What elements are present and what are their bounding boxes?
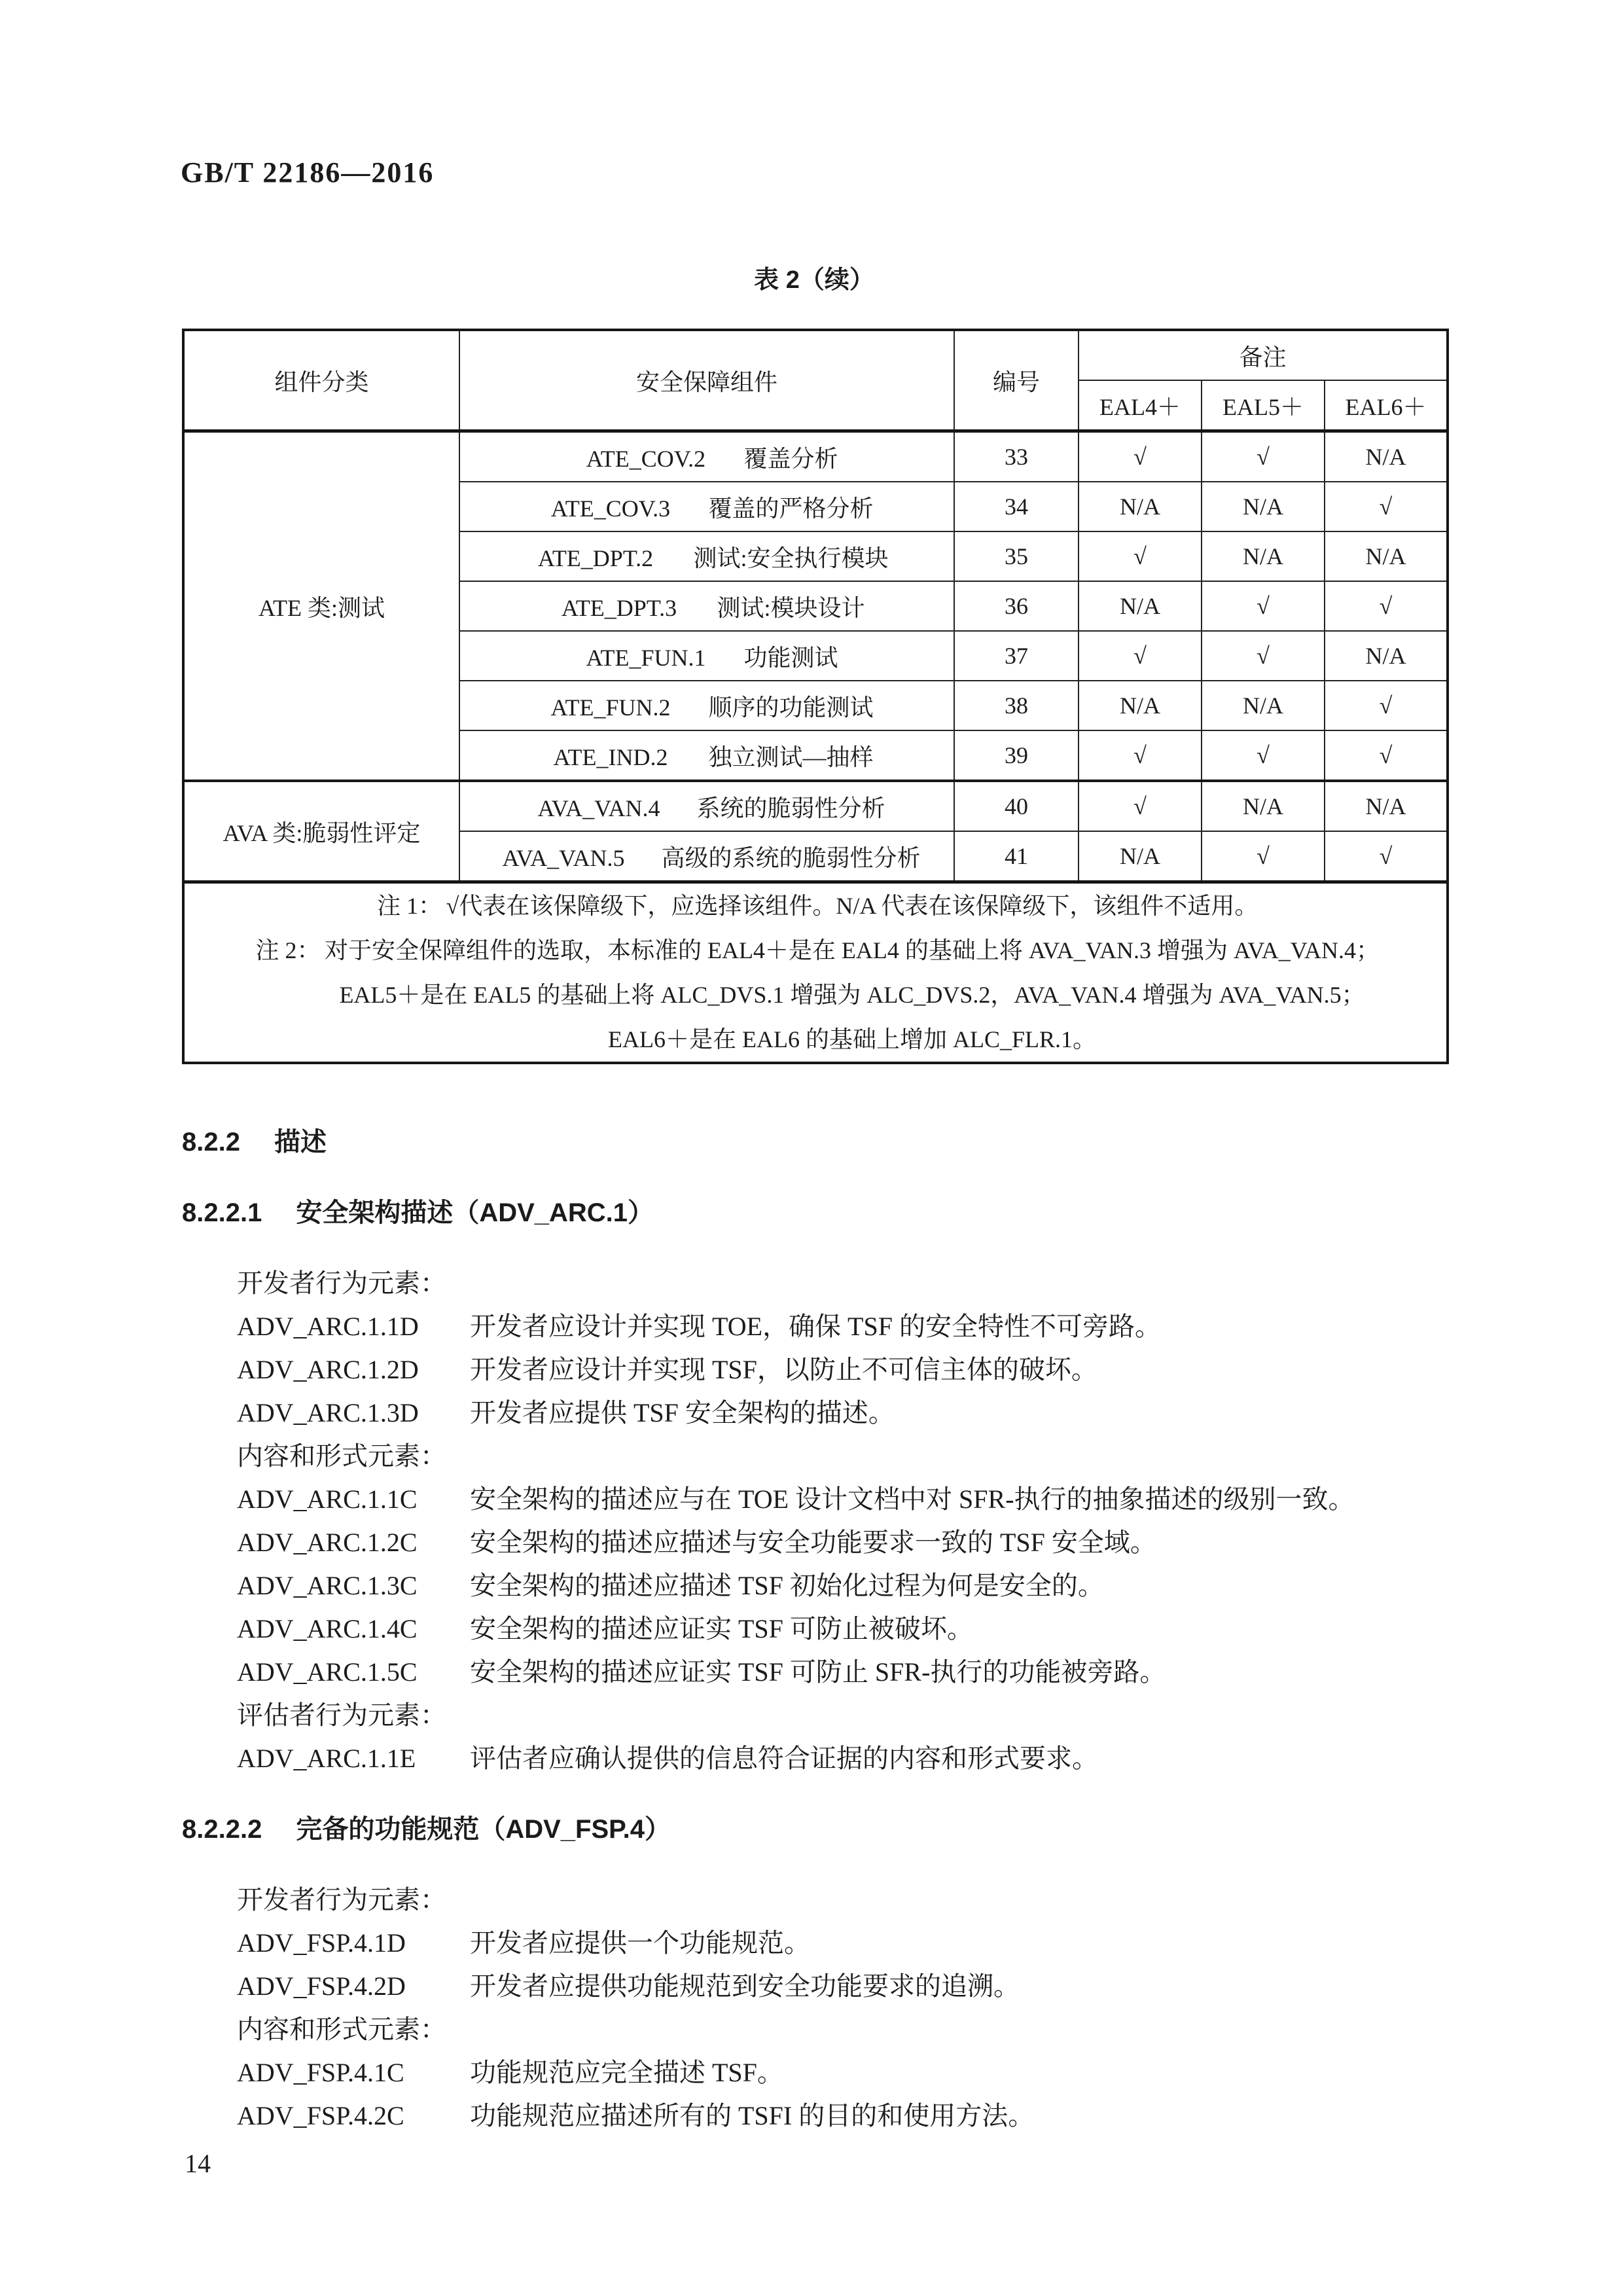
- eal5-cell: N/A: [1202, 482, 1325, 531]
- element-line: [182, 1305, 1458, 1348]
- note-2-line3: EAL6＋是在 EAL6 的基础上增加 ALC_FLR.1。: [608, 1026, 1096, 1052]
- element-text: 开发者应提供一个功能规范。: [470, 1928, 810, 1958]
- element-text: 开发者应提供 TSF 安全架构的描述。: [470, 1398, 895, 1427]
- category-cell-ate: ATE 类:测试: [183, 431, 459, 781]
- header-eal5: EAL5＋: [1202, 380, 1325, 431]
- eal6-cell: √: [1325, 730, 1448, 781]
- label-line: 评估者行为元素：: [237, 1700, 446, 1730]
- table-row: [183, 781, 1448, 831]
- number-cell: 39: [954, 730, 1079, 781]
- element-line: [182, 1922, 1458, 1965]
- number-cell: 40: [954, 781, 1079, 831]
- component-label: 系统的脆弱性分析: [696, 795, 885, 821]
- table-header-row-1: [183, 330, 1448, 380]
- heading-number: 8.2.2.1: [182, 1198, 262, 1227]
- element-text: 安全架构的描述应证实 TSF 可防止被破坏。: [470, 1614, 973, 1643]
- element-text: 安全架构的描述应描述 TSF 初始化过程为何是安全的。: [470, 1571, 1104, 1600]
- eal4-cell: √: [1079, 431, 1202, 482]
- body-text: [182, 1121, 1458, 2138]
- table-caption-text: 表 2（续）: [754, 266, 874, 294]
- component-code: ATE_FUN.2: [550, 694, 671, 721]
- element-code: ADV_ARC.1.3D: [237, 1398, 419, 1427]
- note-2-line2: EAL5＋是在 EAL5 的基础上将 ALC_DVS.1 增强为 ALC_DVS.2，AVA_VAN.4 增强为 AVA_VAN.5；: [339, 982, 1365, 1008]
- element-line: [182, 2051, 1458, 2094]
- eal6-cell: N/A: [1325, 781, 1448, 831]
- component-label: 功能测试: [743, 644, 838, 671]
- component-label: 覆盖分析: [743, 445, 838, 472]
- eal6-cell: √: [1325, 581, 1448, 631]
- header-remark: 备注: [1079, 330, 1448, 380]
- element-line: [182, 1651, 1458, 1694]
- element-text: 安全架构的描述应与在 TOE 设计文档中对 SFR-执行的抽象描述的级别一致。: [470, 1484, 1355, 1514]
- component-cell: [459, 681, 954, 730]
- element-code: ADV_ARC.1.2C: [237, 1528, 418, 1557]
- component-cell: [459, 431, 954, 482]
- component-cell: [459, 781, 954, 831]
- element-line: [182, 1737, 1458, 1780]
- heading-8-2-2-1: [182, 1191, 1458, 1234]
- eal4-cell: √: [1079, 730, 1202, 781]
- element-code: ADV_FSP.4.2C: [237, 2101, 404, 2130]
- element-text: 安全架构的描述应描述与安全功能要求一致的 TSF 安全域。: [470, 1528, 1156, 1557]
- table-notes-cell: [183, 882, 1448, 1064]
- eal4-cell: N/A: [1079, 831, 1202, 882]
- label-line: 开发者行为元素：: [237, 1885, 446, 1914]
- eal6-cell: √: [1325, 482, 1448, 531]
- heading-title: 安全架构描述（ADV_ARC.1）: [296, 1198, 654, 1227]
- element-text: 安全架构的描述应证实 TSF 可防止 SFR-执行的功能被旁路。: [470, 1657, 1166, 1687]
- eal6-cell: N/A: [1325, 531, 1448, 581]
- element-text: 开发者应提供功能规范到安全功能要求的追溯。: [470, 1971, 1020, 2001]
- element-line: [182, 1521, 1458, 1564]
- assurance-components-table: [182, 329, 1449, 1064]
- eal5-cell: √: [1202, 431, 1325, 482]
- component-label: 测试:模块设计: [717, 594, 865, 621]
- component-label: 覆盖的严格分析: [708, 495, 874, 522]
- eal5-cell: √: [1202, 730, 1325, 781]
- component-code: ATE_IND.2: [553, 744, 668, 770]
- note-1: [185, 884, 1446, 928]
- eal6-cell: N/A: [1325, 431, 1448, 482]
- note-2-label: 注 2：: [255, 937, 321, 963]
- number-cell: 34: [954, 482, 1079, 531]
- component-code: ATE_FUN.1: [586, 644, 706, 671]
- component-cell: [459, 730, 954, 781]
- eal6-cell: √: [1325, 681, 1448, 730]
- eal4-cell: N/A: [1079, 681, 1202, 730]
- component-cell: [459, 482, 954, 531]
- note-2-line1: 对于安全保障组件的选取，本标准的 EAL4＋是在 EAL4 的基础上将 AVA_VAN.3 增强为 AVA_VAN.4；: [324, 937, 1380, 963]
- element-line: [182, 1607, 1458, 1651]
- label-line: 内容和形式元素：: [237, 2015, 446, 2044]
- component-label: 高级的系统的脆弱性分析: [661, 844, 921, 871]
- table-caption: [182, 259, 1446, 295]
- note-1-label: 注 1：: [377, 893, 442, 919]
- heading-8-2-2-2: [182, 1808, 1458, 1851]
- component-label: 测试:安全执行模块: [693, 545, 889, 571]
- eal6-cell: √: [1325, 831, 1448, 882]
- element-text: 开发者应设计并实现 TSF，以防止不可信主体的破坏。: [470, 1355, 1097, 1384]
- element-line: [182, 2094, 1458, 2138]
- element-code: ADV_ARC.1.2D: [237, 1355, 419, 1384]
- note-2: [185, 928, 1446, 973]
- element-line: [182, 1391, 1458, 1435]
- eal5-cell: √: [1202, 581, 1325, 631]
- heading-8-2-2: [182, 1121, 1458, 1164]
- element-code: ADV_ARC.1.1E: [237, 1744, 416, 1773]
- header-number: 编号: [954, 330, 1079, 431]
- heading-number: 8.2.2: [182, 1128, 240, 1157]
- eal5-cell: √: [1202, 831, 1325, 882]
- page-number: 14: [185, 2149, 211, 2178]
- element-code: ADV_FSP.4.1D: [237, 1928, 406, 1958]
- label-line: 内容和形式元素：: [237, 1441, 446, 1471]
- component-code: AVA_VAN.4: [537, 795, 660, 821]
- element-code: ADV_ARC.1.1D: [237, 1312, 419, 1341]
- number-cell: 35: [954, 531, 1079, 581]
- element-code: ADV_ARC.1.1C: [237, 1484, 418, 1514]
- category-cell-ava: AVA 类:脆弱性评定: [183, 781, 459, 882]
- element-line: [182, 1564, 1458, 1607]
- number-cell: 37: [954, 631, 1079, 681]
- header-eal4: EAL4＋: [1079, 380, 1202, 431]
- element-code: ADV_ARC.1.3C: [237, 1571, 418, 1600]
- eal4-cell: N/A: [1079, 581, 1202, 631]
- eal5-cell: N/A: [1202, 531, 1325, 581]
- number-cell: 36: [954, 581, 1079, 631]
- eal4-cell: √: [1079, 631, 1202, 681]
- component-code: ATE_COV.2: [586, 445, 706, 472]
- element-code: ADV_FSP.4.1C: [237, 2058, 404, 2087]
- component-code: ATE_COV.3: [550, 495, 671, 522]
- element-text: 开发者应设计并实现 TOE，确保 TSF 的安全特性不可旁路。: [470, 1312, 1161, 1341]
- component-label: 顺序的功能测试: [708, 694, 874, 721]
- number-cell: 33: [954, 431, 1079, 482]
- doc-number: GB/T 22186—2016: [181, 156, 435, 188]
- component-label: 独立测试—抽样: [708, 744, 874, 770]
- eal6-cell: N/A: [1325, 631, 1448, 681]
- eal4-cell: √: [1079, 781, 1202, 831]
- header-assurance-component: 安全保障组件: [459, 330, 954, 431]
- number-cell: 41: [954, 831, 1079, 882]
- header-component-category: 组件分类: [183, 330, 459, 431]
- element-line: [182, 1348, 1458, 1391]
- element-code: ADV_ARC.1.4C: [237, 1614, 418, 1643]
- element-line: [182, 1965, 1458, 2008]
- table-row: [183, 431, 1448, 482]
- component-code: ATE_DPT.3: [561, 594, 677, 621]
- header-eal6: EAL6＋: [1325, 380, 1448, 431]
- component-code: AVA_VAN.5: [502, 844, 625, 871]
- label-line: 开发者行为元素：: [237, 1268, 446, 1298]
- heading-title: 完备的功能规范（ADV_FSP.4）: [296, 1815, 671, 1844]
- component-cell: [459, 581, 954, 631]
- note-1-text: √代表在该保障级下，应选择该组件。N/A 代表在该保障级下，该组件不适用。: [446, 893, 1258, 919]
- element-text: 功能规范应完全描述 TSF。: [470, 2058, 783, 2087]
- number-cell: 38: [954, 681, 1079, 730]
- element-line: [182, 1478, 1458, 1521]
- heading-number: 8.2.2.2: [182, 1815, 262, 1844]
- element-text: 评估者应确认提供的信息符合证据的内容和形式要求。: [470, 1744, 1098, 1773]
- eal4-cell: √: [1079, 531, 1202, 581]
- component-cell: [459, 531, 954, 581]
- eal4-cell: N/A: [1079, 482, 1202, 531]
- element-text: 功能规范应描述所有的 TSFI 的目的和使用方法。: [470, 2101, 1035, 2130]
- component-cell: [459, 631, 954, 681]
- component-code: ATE_DPT.2: [537, 545, 654, 571]
- heading-title: 描述: [274, 1128, 327, 1157]
- eal5-cell: N/A: [1202, 681, 1325, 730]
- component-cell: [459, 831, 954, 882]
- eal5-cell: N/A: [1202, 781, 1325, 831]
- eal5-cell: √: [1202, 631, 1325, 681]
- table-notes-row: [183, 882, 1448, 1064]
- element-code: ADV_ARC.1.5C: [237, 1657, 418, 1687]
- element-code: ADV_FSP.4.2D: [237, 1971, 406, 2001]
